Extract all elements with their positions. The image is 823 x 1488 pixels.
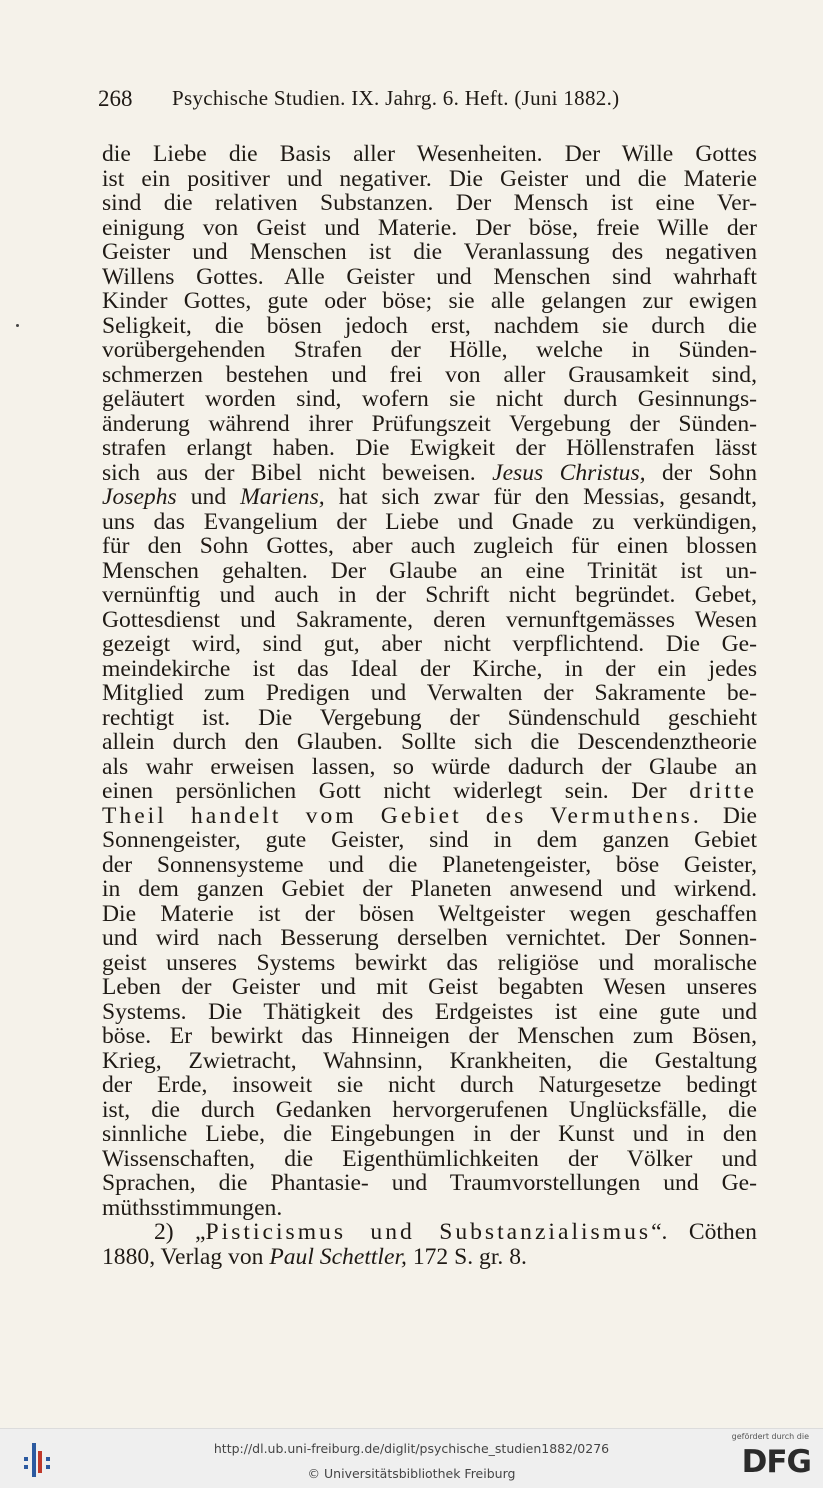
text-segment: geläutert worden sind, wofern sie nicht durch Gesinnungs-	[102, 386, 757, 412]
text-segment: sind die relativen Substanzen. Der Mensch ist eine Ver-	[102, 190, 757, 216]
text-line	[102, 779, 757, 804]
text-line	[102, 1171, 757, 1196]
text-line	[102, 1098, 757, 1123]
italic-name: Mariens,	[240, 484, 325, 510]
text-segment: Mitglied zum Predigen und Verwalten der Sakramente be-	[102, 680, 757, 706]
text-segment: Sonnengeister, gute Geister, sind in dem ganzen Gebiet	[102, 827, 757, 853]
text-line	[102, 583, 757, 608]
text-line	[102, 289, 757, 314]
text-segment: müthsstimmungen.	[102, 1194, 283, 1221]
text-segment: meindekirche ist das Ideal der Kirche, in der ein jedes	[102, 655, 757, 682]
text-segment: schmerzen bestehen und frei von aller Grausamkeit sind,	[102, 361, 757, 388]
text-segment: uns das Evangelium der Liebe und Gnade zu verkündigen,	[102, 508, 757, 535]
text-line	[102, 142, 757, 167]
text-line	[102, 632, 757, 657]
text-segment: 1880, Verlag von	[102, 1243, 270, 1270]
text-line	[102, 363, 757, 388]
text-segment: Menschen gehalten. Der Glaube an eine Trinität ist un-	[102, 557, 757, 584]
scan-speck	[16, 324, 19, 327]
text-segment: Willens Gottes. Alle Geister und Menschen sind wahrhaft	[102, 263, 757, 290]
text-segment: einen persönlichen Gott nicht widerlegt sein. Der	[102, 778, 690, 804]
text-line	[102, 706, 757, 731]
text-segment: der Sonnensysteme und die Planetengeister, böse Geister,	[102, 851, 757, 878]
text-segment: Leben der Geister und mit Geist begabten Wesen unseres	[102, 974, 757, 1000]
dfg-logo: DFG	[741, 1444, 811, 1480]
text-line	[102, 240, 757, 265]
text-line	[102, 534, 757, 559]
text-segment: und wird nach Besserung derselben vernichtet. Der Sonnen-	[102, 925, 757, 951]
text-line	[102, 412, 757, 437]
text-line	[102, 1196, 757, 1221]
text-line	[102, 853, 757, 878]
text-segment: 2) „	[154, 1219, 206, 1245]
text-segment: vorübergehenden Strafen der Hölle, welche in Sünden-	[102, 337, 757, 363]
text-segment: Seligkeit, die bösen jedoch erst, nachdem sie durch die	[102, 312, 757, 339]
text-line	[102, 387, 757, 412]
text-segment: hat sich zwar für den Messias, gesandt,	[324, 484, 757, 510]
text-line	[102, 902, 757, 927]
text-line	[102, 951, 757, 976]
text-segment: sinnliche Liebe, die Eingebungen in der Kunst und in den	[102, 1121, 757, 1147]
italic-name: Paul Schettler,	[269, 1243, 407, 1270]
text-segment: 172 S. gr. 8.	[406, 1243, 527, 1270]
text-line	[102, 804, 757, 829]
text-segment: änderung während ihrer Prüfungszeit Vergebung der Sünden-	[102, 410, 757, 437]
copyright-notice: © Universitätsbibliothek Freiburg	[307, 1466, 516, 1481]
text-line	[102, 608, 757, 633]
text-line	[102, 926, 757, 951]
text-segment: allein durch den Glauben. Sollte sich die Descendenztheorie	[102, 729, 757, 755]
text-line	[102, 1049, 757, 1074]
text-line	[102, 681, 757, 706]
text-segment: der Sohn	[645, 459, 758, 486]
text-line	[102, 755, 757, 780]
text-line	[102, 485, 757, 510]
text-line	[102, 191, 757, 216]
text-line	[102, 730, 757, 755]
text-line	[102, 461, 757, 486]
text-segment: geist unseres Systems bewirkt das religiöse und moralische	[102, 949, 757, 976]
text-segment: Die	[701, 802, 757, 829]
text-segment: der Erde, insoweit sie nicht durch Naturgesetze bedingt	[102, 1072, 757, 1098]
text-line	[102, 1245, 757, 1270]
text-line	[102, 1073, 757, 1098]
text-line	[102, 338, 757, 363]
running-header	[98, 86, 694, 118]
text-segment: für den Sohn Gottes, aber auch zugleich für einen blossen	[102, 533, 757, 559]
text-segment: einigung von Geist und Materie. Der böse, freie Wille der	[102, 214, 757, 241]
text-segment: Die Materie ist der bösen Weltgeister wegen geschaffen	[102, 900, 757, 927]
text-line	[102, 436, 757, 461]
text-segment: strafen erlangt haben. Die Ewigkeit der Höllenstrafen lässt	[102, 435, 757, 461]
text-segment: und	[176, 484, 241, 510]
page-number: 268	[98, 86, 133, 111]
text-segment: “. Cöthen	[651, 1219, 757, 1245]
text-line	[102, 1024, 757, 1049]
text-line	[102, 877, 757, 902]
text-line	[102, 167, 757, 192]
italic-name: Josephs	[102, 484, 177, 510]
dfg-tagline: gefördert durch die	[731, 1432, 809, 1441]
text-line	[102, 1000, 757, 1025]
source-url-link[interactable]: http://dl.ub.uni-freiburg.de/diglit/psychische_studien1882/0276	[213, 1441, 610, 1456]
italic-name: Jesus Christus,	[492, 459, 646, 486]
spaced-emphasis: Pisticismus und Substanzialismus	[205, 1219, 652, 1245]
text-segment: die Liebe die Basis aller Wesenheiten. Der Wille Gottes	[102, 141, 757, 167]
footer-bar	[0, 1428, 823, 1488]
text-line	[102, 1147, 757, 1172]
text-line	[102, 975, 757, 1000]
text-segment: Sprachen, die Phantasie- und Traumvorstellungen und Ge-	[102, 1170, 757, 1196]
text-segment: Geister und Menschen ist die Veranlassung des negativen	[102, 239, 757, 265]
text-line	[102, 216, 757, 241]
text-line	[102, 1220, 757, 1245]
text-segment: Gottesdienst und Sakramente, deren vernunftgemässes Wesen	[102, 606, 757, 633]
spaced-emphasis: dritte	[689, 778, 757, 804]
text-segment: Krieg, Zwietracht, Wahnsinn, Krankheiten, die Gestaltung	[102, 1047, 757, 1074]
text-line	[102, 510, 757, 535]
text-segment: vernünftig und auch in der Schrift nicht begründet. Gebet,	[102, 582, 757, 608]
text-line	[102, 559, 757, 584]
text-segment: Systems. Die Thätigkeit des Erdgeistes ist eine gute und	[102, 998, 757, 1025]
text-segment: als wahr erweisen lassen, so würde dadurch der Glaube an	[102, 753, 757, 780]
text-segment: Kinder Gottes, gute oder böse; sie alle gelangen zur ewigen	[102, 288, 757, 314]
spaced-emphasis: Theil handelt vom Gebiet des Vermuthens.	[102, 802, 702, 829]
text-line	[102, 265, 757, 290]
text-line	[102, 314, 757, 339]
text-segment: sich aus der Bibel nicht beweisen.	[102, 459, 493, 486]
text-segment: in dem ganzen Gebiet der Planeten anwesend und wirkend.	[102, 876, 757, 902]
text-segment: ist, die durch Gedanken hervorgerufenen Unglücksfälle, die	[102, 1096, 757, 1123]
text-segment: böse. Er bewirkt das Hinneigen der Menschen zum Bösen,	[102, 1023, 757, 1049]
text-line	[102, 657, 757, 682]
text-segment: rechtigt ist. Die Vergebung der Sündenschuld geschieht	[102, 704, 757, 731]
body-text	[102, 142, 757, 1269]
text-line	[102, 828, 757, 853]
text-segment: Wissenschaften, die Eigenthümlichkeiten der Völker und	[102, 1145, 757, 1172]
text-segment: ist ein positiver und negativer. Die Geister und die Materie	[102, 165, 757, 192]
text-line	[102, 1122, 757, 1147]
running-title: Psychische Studien. IX. Jahrg. 6. Heft. (Juni 1882.)	[172, 86, 620, 110]
text-segment: gezeigt wird, sind gut, aber nicht verpflichtend. Die Ge-	[102, 631, 757, 657]
